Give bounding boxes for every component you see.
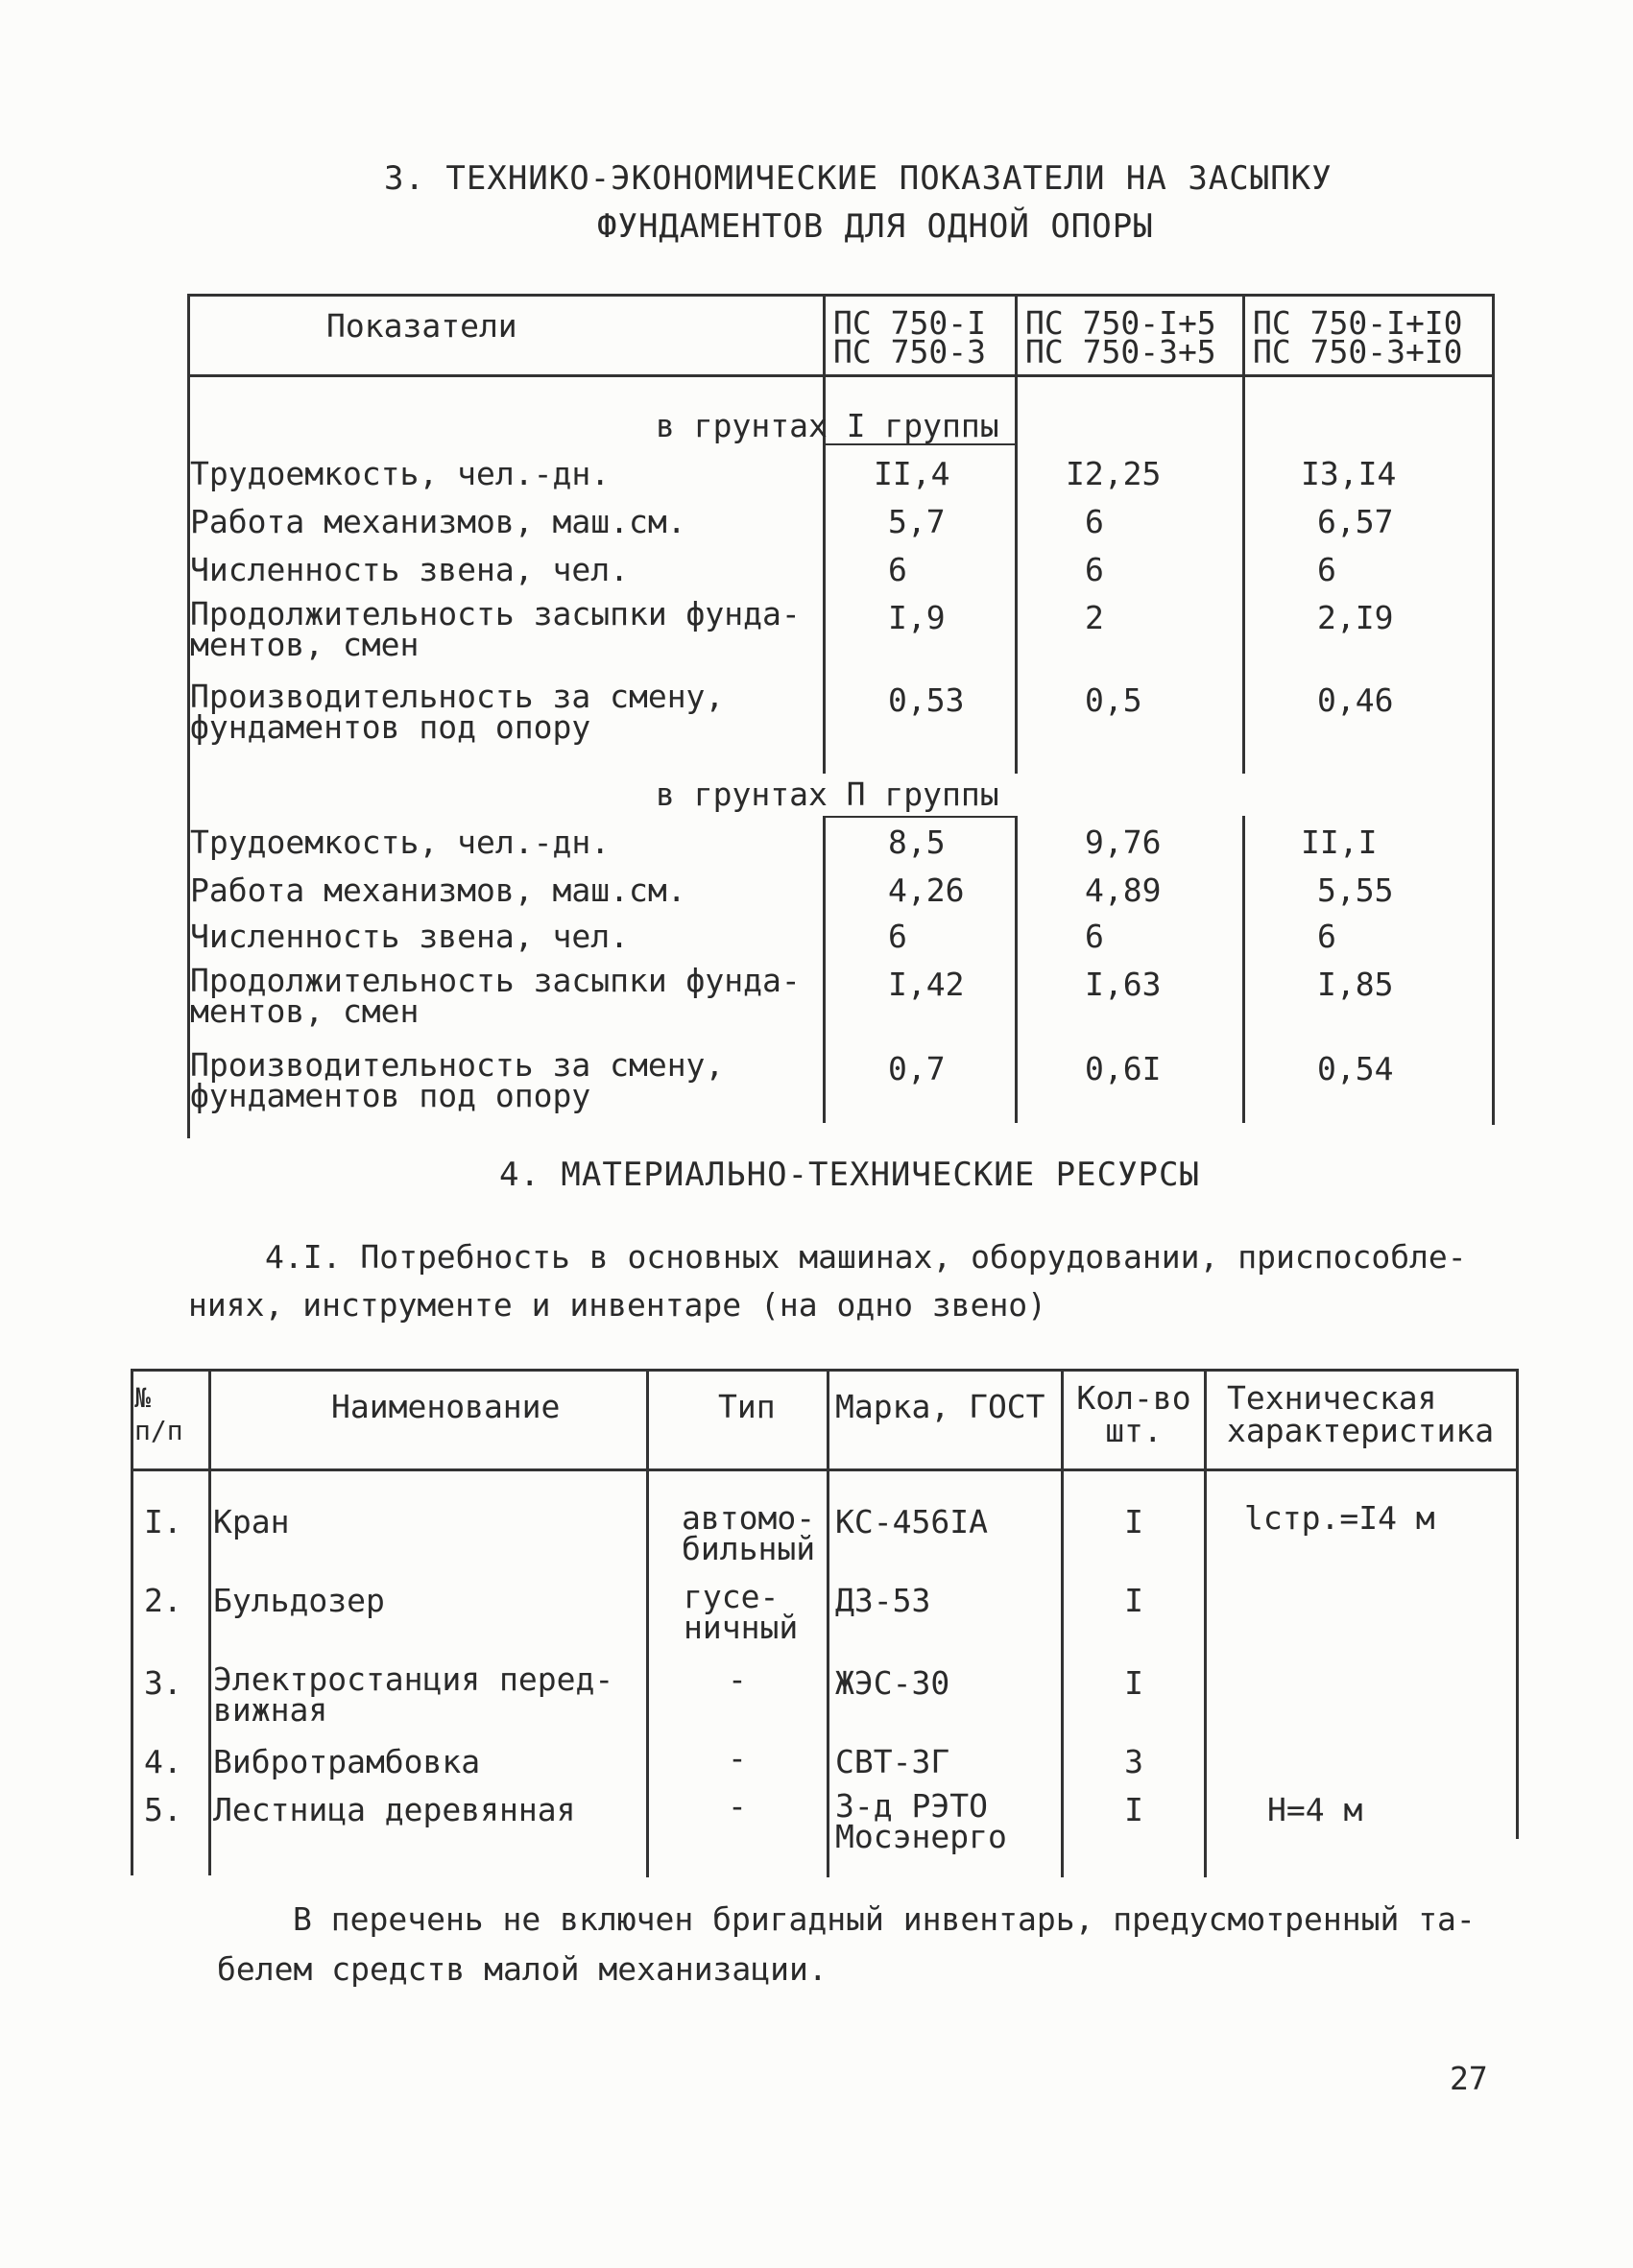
- row-number: I.: [144, 1503, 182, 1540]
- row-label: Работа механизмов, маш.см.: [190, 871, 686, 909]
- row-label: Производительность за смену, фундаментов под опору: [190, 1046, 725, 1114]
- cell-value: 9,76: [1085, 824, 1162, 861]
- row-qty: I: [1124, 1582, 1143, 1619]
- header-indicators: Показатели: [326, 307, 517, 345]
- cell-value: 8,5: [888, 824, 946, 861]
- cell-value: 5,55: [1317, 871, 1394, 909]
- cell-value: I2,25: [1066, 455, 1162, 492]
- page-number: 27: [1450, 2060, 1488, 2097]
- row-type: -: [728, 1660, 747, 1698]
- row-name: Лестница деревянная: [213, 1791, 576, 1828]
- header-type: Тип: [718, 1388, 776, 1425]
- cell-value: I,9: [888, 599, 946, 636]
- section3-title-line2: ФУНДАМЕНТОВ ДЛЯ ОДНОЙ ОПОРЫ: [597, 207, 1154, 246]
- row-type: автомо- бильный: [682, 1499, 816, 1567]
- note-line1: В перечень не включен бригадный инвентарь, предусмотренный та-: [293, 1900, 1476, 1938]
- row-mark: ЖЭС-30: [835, 1664, 950, 1702]
- row-mark: З-д РЭТО Мосэнерго: [835, 1787, 1007, 1855]
- cell-value: 6: [888, 551, 907, 588]
- row-label: Продолжительность засыпки фунда- ментов, смен: [190, 595, 801, 663]
- row-qty: 3: [1124, 1743, 1143, 1780]
- header-name: Наименование: [331, 1388, 561, 1425]
- cell-value: II,I: [1301, 824, 1378, 861]
- cell-value: 4,26: [888, 871, 965, 909]
- row-number: 3.: [144, 1664, 182, 1702]
- row-number: 2.: [144, 1582, 182, 1619]
- cell-value: I3,I4: [1301, 455, 1397, 492]
- header-qty: Кол-во шт.: [1076, 1379, 1191, 1449]
- cell-value: 4,89: [1085, 871, 1162, 909]
- row-qty: I: [1124, 1791, 1143, 1828]
- cell-value: I,42: [888, 966, 965, 1003]
- row-name: Электростанция перед- вижная: [213, 1660, 614, 1729]
- cell-value: 6: [1317, 918, 1336, 955]
- row-label: Численность звена, чел.: [190, 918, 629, 955]
- row-name: Кран: [213, 1503, 290, 1540]
- paragraph-line1: 4.I. Потребность в основных машинах, оборудовании, приспособле-: [265, 1238, 1467, 1276]
- header-ps750-1-5: ПС 750-I+5 ПС 750-3+5: [1025, 304, 1216, 370]
- cell-value: 0,53: [888, 681, 965, 719]
- row-label: Трудоемкость, чел.-дн.: [190, 455, 611, 492]
- cell-value: 6: [1317, 551, 1336, 588]
- row-type: -: [728, 1787, 747, 1825]
- group-label: в грунтах I группы: [656, 407, 999, 444]
- row-mark: ДЗ-53: [835, 1582, 931, 1619]
- cell-value: 5,7: [888, 503, 946, 540]
- header-ps750-1-10: ПС 750-I+I0 ПС 750-3+I0: [1253, 304, 1463, 370]
- row-characteristic: Н=4 м: [1267, 1791, 1363, 1828]
- cell-value: I,63: [1085, 966, 1162, 1003]
- header-characteristic: Техническая характеристика: [1227, 1379, 1495, 1449]
- header-number: № п/п: [134, 1382, 183, 1446]
- row-label: Численность звена, чел.: [190, 551, 629, 588]
- row-mark: КС-456IА: [835, 1503, 988, 1540]
- row-name: Бульдозер: [213, 1582, 385, 1619]
- cell-value: I,85: [1317, 966, 1394, 1003]
- note-line2: белем средств малой механизации.: [217, 1950, 828, 1988]
- row-number: 4.: [144, 1743, 182, 1780]
- cell-value: 0,7: [888, 1050, 946, 1087]
- header-ps750-1: ПС 750-I ПС 750-3: [833, 304, 986, 370]
- cell-value: II,4: [874, 455, 950, 492]
- cell-value: 6: [888, 918, 907, 955]
- cell-value: 0,6I: [1085, 1050, 1162, 1087]
- section3-title-line1: 3. ТЕХНИКО-ЭКОНОМИЧЕСКИЕ ПОКАЗАТЕЛИ НА ЗАСЫПКУ: [384, 159, 1333, 198]
- header-mark: Марка, ГОСТ: [835, 1388, 1045, 1425]
- cell-value: 6: [1085, 503, 1104, 540]
- cell-value: 0,5: [1085, 681, 1142, 719]
- cell-value: 6: [1085, 551, 1104, 588]
- row-mark: СВТ-ЗГ: [835, 1743, 950, 1780]
- row-label: Работа механизмов, маш.см.: [190, 503, 686, 540]
- row-label: Продолжительность засыпки фунда- ментов, смен: [190, 962, 801, 1030]
- row-number: 5.: [144, 1791, 182, 1828]
- cell-value: 6,57: [1317, 503, 1394, 540]
- cell-value: 0,46: [1317, 681, 1394, 719]
- row-label: Производительность за смену, фундаментов под опору: [190, 678, 725, 746]
- group-label: в грунтах П группы: [656, 776, 999, 813]
- row-qty: I: [1124, 1503, 1143, 1540]
- cell-value: 2,I9: [1317, 599, 1394, 636]
- cell-value: 6: [1085, 918, 1104, 955]
- row-qty: I: [1124, 1664, 1143, 1702]
- row-name: Вибротрамбовка: [213, 1743, 481, 1780]
- row-label: Трудоемкость, чел.-дн.: [190, 824, 611, 861]
- row-type: гусе- ничный: [684, 1578, 799, 1646]
- section4-title: 4. МАТЕРИАЛЬНО-ТЕХНИЧЕСКИЕ РЕСУРСЫ: [499, 1156, 1200, 1194]
- row-type: -: [728, 1739, 747, 1777]
- row-characteristic: lстр.=I4 м: [1244, 1499, 1435, 1537]
- cell-value: 0,54: [1317, 1050, 1394, 1087]
- paragraph-line2: ниях, инструменте и инвентаре (на одно звено): [188, 1286, 1047, 1324]
- cell-value: 2: [1085, 599, 1104, 636]
